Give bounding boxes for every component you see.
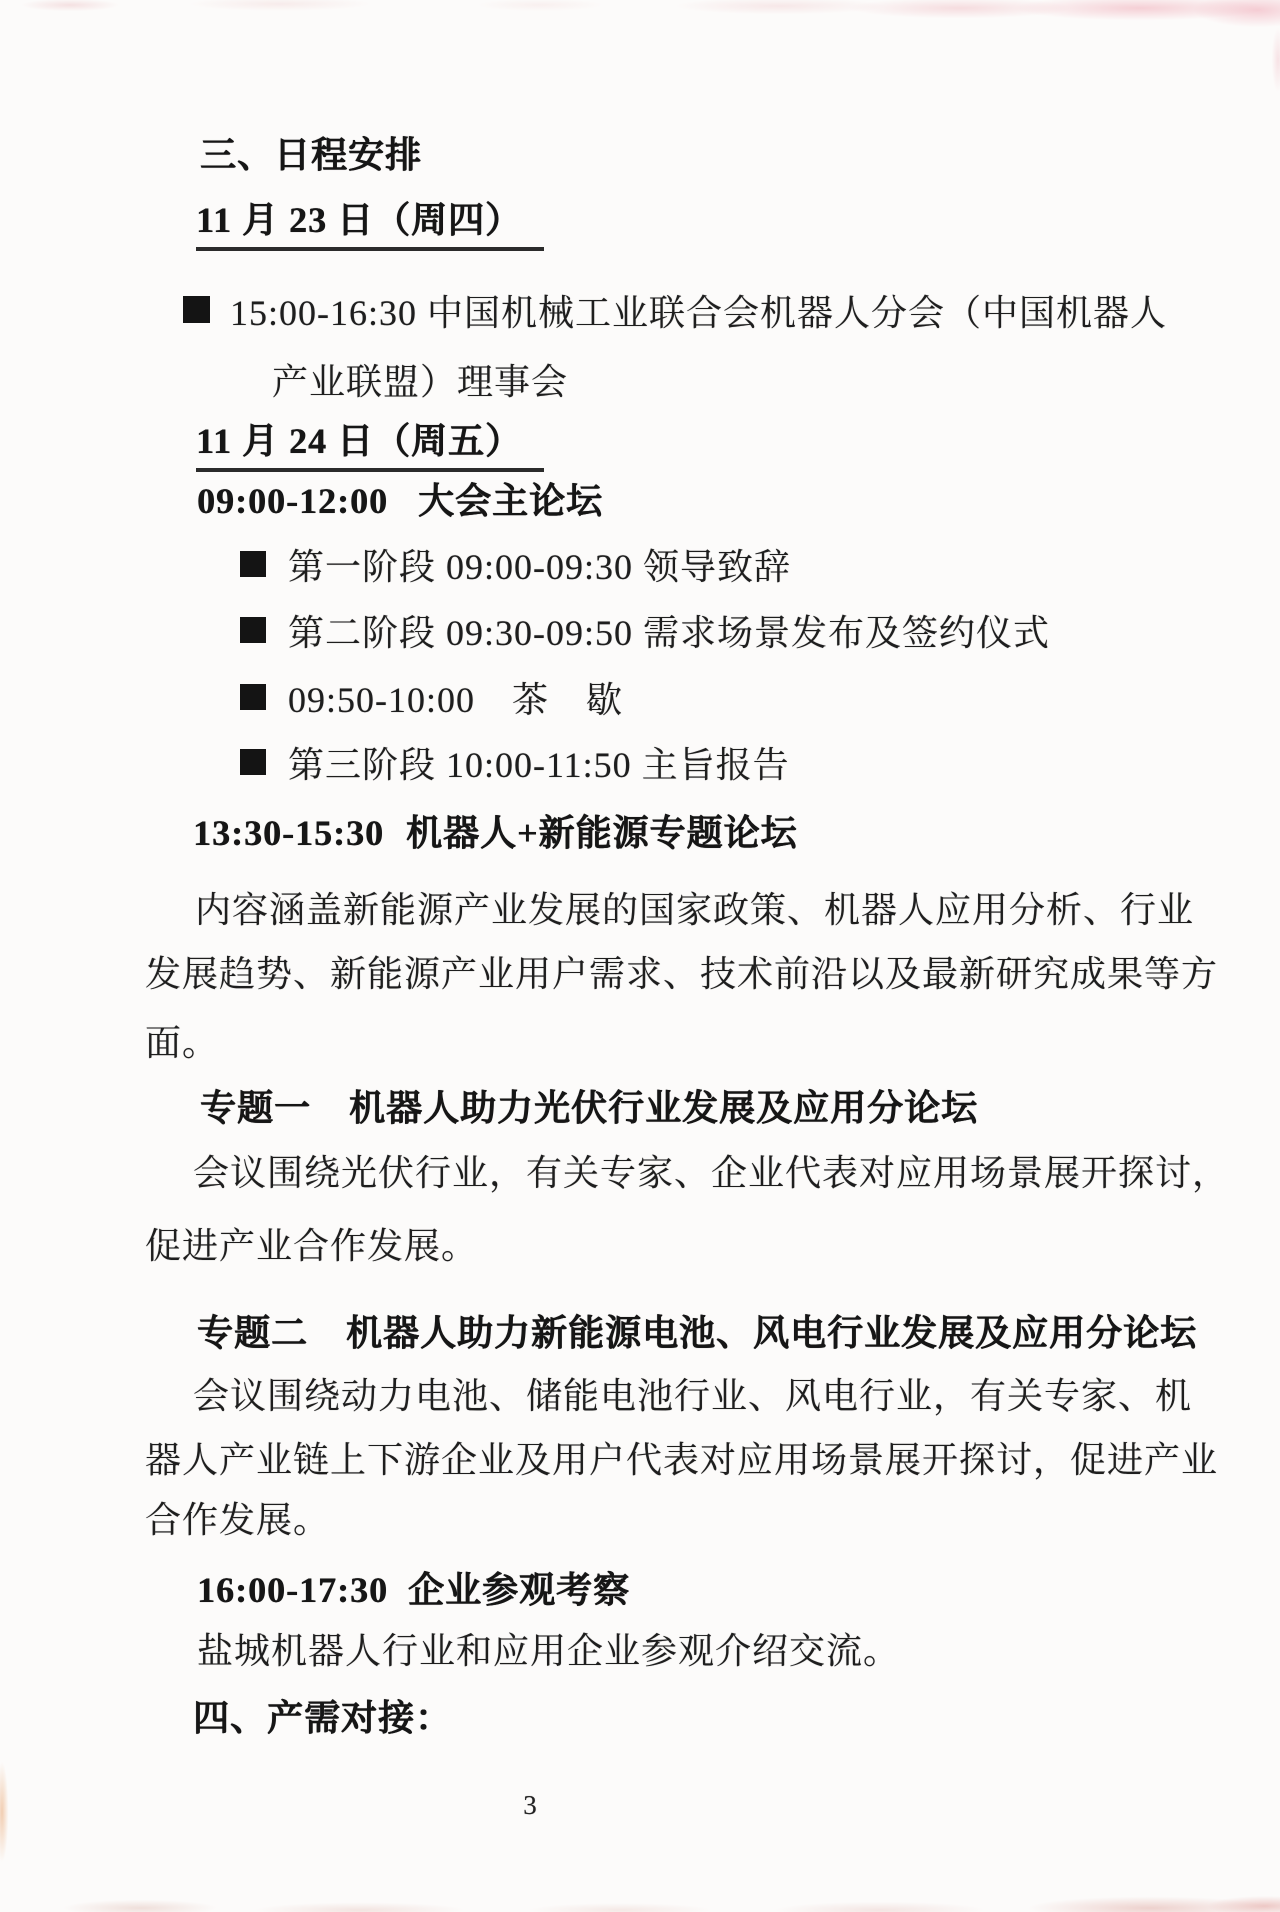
topic1-title: 机器人助力光伏行业发展及应用分论坛 (349, 1088, 979, 1128)
agenda-item-stage1 (240, 547, 791, 588)
forum-intro-line3: 面。 (145, 1023, 220, 1063)
topic2-heading (197, 1313, 1197, 1354)
agenda-item-stage3-text: 第三阶段 10:00-11:50 主旨报告 (288, 745, 790, 785)
event-council-line2: 产业联盟）理事会 (272, 362, 569, 402)
topic2-label: 专题二 (197, 1313, 309, 1353)
topic1-heading (200, 1088, 978, 1129)
bullet-square-icon (240, 551, 266, 577)
session-new-energy-title: 机器人+新能源专题论坛 (405, 813, 798, 853)
visit-description: 盐城机器人行业和应用企业参观介绍交流。 (197, 1631, 901, 1671)
topic2-desc-line3: 合作发展。 (145, 1500, 331, 1540)
scan-smudge-left (0, 1742, 18, 1882)
bullet-square-icon (240, 684, 266, 710)
page-number: 3 (523, 1790, 537, 1820)
agenda-item-stage1-text: 第一阶段 09:00-09:30 领导致辞 (288, 547, 791, 587)
session-new-energy-forum (193, 813, 797, 854)
session-visit-title: 企业参观考察 (407, 1570, 630, 1610)
bullet-square-icon (240, 749, 266, 775)
session-company-visit (197, 1570, 630, 1611)
scan-smudge-right (1260, 20, 1280, 110)
agenda-item-stage2-text: 第二阶段 09:30-09:50 需求场景发布及签约仪式 (288, 613, 1050, 653)
agenda-item-stage2 (240, 613, 1050, 654)
topic1-desc-line1: 会议围绕光伏行业，有关专家、企业代表对应用场景展开探讨， (193, 1153, 1230, 1193)
date-heading-nov24: 11 月 24 日（周五） (196, 421, 544, 472)
topic2-desc-line1: 会议围绕动力电池、储能电池行业、风电行业，有关专家、机 (193, 1376, 1193, 1416)
forum-intro-line2: 发展趋势、新能源产业用户需求、技术前沿以及最新研究成果等方 (145, 954, 1219, 994)
section-heading-schedule: 三、日程安排 (200, 135, 423, 175)
agenda-item-teabreak-text: 09:50-10:00 茶 歇 (288, 680, 623, 720)
topic2-title: 机器人助力新能源电池、风电行业发展及应用分论坛 (346, 1313, 1198, 1353)
agenda-item-stage3 (240, 745, 790, 786)
forum-intro-line1: 内容涵盖新能源产业发展的国家政策、机器人应用分析、行业 (195, 890, 1195, 930)
event-council-text1: 15:00-16:30 中国机械工业联合会机器人分会（中国机器人 (230, 293, 1167, 333)
scan-smudge-top (0, 0, 1280, 28)
session-main-forum (197, 481, 603, 522)
session-new-energy-time: 13:30-15:30 (193, 813, 384, 853)
date-heading-nov23: 11 月 23 日（周四） (196, 200, 544, 251)
agenda-item-teabreak (240, 680, 623, 721)
date-heading-nov23-wrap (196, 200, 544, 241)
bullet-square-icon (240, 617, 266, 643)
topic1-desc-line2: 促进产业合作发展。 (145, 1226, 479, 1266)
session-main-forum-time: 09:00-12:00 (197, 481, 388, 521)
topic1-label: 专题一 (200, 1088, 312, 1128)
event-council-line1 (183, 293, 1167, 334)
bullet-square-icon (183, 296, 210, 323)
session-main-forum-title: 大会主论坛 (417, 481, 603, 521)
section-heading-matchmaking: 四、产需对接： (193, 1698, 453, 1738)
session-visit-time: 16:00-17:30 (197, 1570, 388, 1610)
date-heading-nov24-wrap (196, 421, 544, 462)
topic2-desc-line2: 器人产业链上下游企业及用户代表对应用场景展开探讨，促进产业 (145, 1440, 1219, 1480)
scan-smudge-bottom (0, 1882, 1280, 1912)
